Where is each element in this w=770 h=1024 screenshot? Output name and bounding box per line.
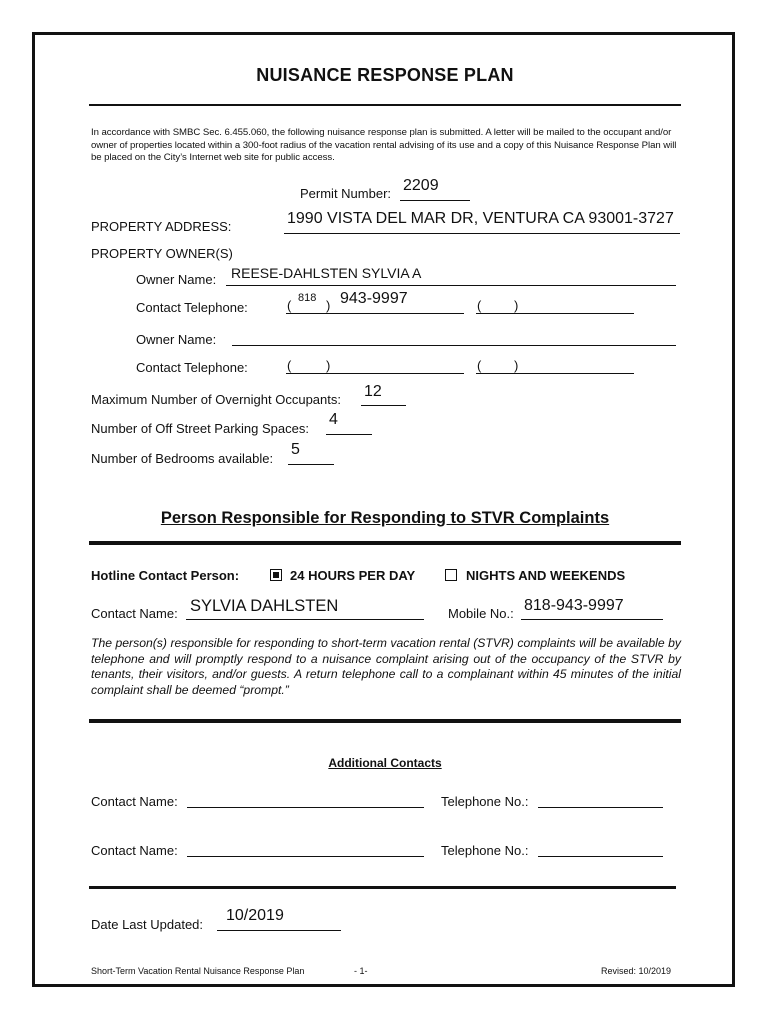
additional-telephone-2-label: Telephone No.: [441, 843, 529, 858]
intro-text: In accordance with SMBC Sec. 6.455.060, the following nuisance response plan is submitted. A letter will be mailed to the occupant and/or owner of properties located within a 300-foot radius of the vacation rental advising of its use and a copy of this Nuisance Response Plan will be placed on the City’s Internet web site for public access. [91, 127, 677, 163]
date-updated-value: 10/2019 [226, 907, 284, 924]
date-updated-field[interactable] [217, 930, 341, 931]
contact-telephone-label: Contact Telephone: [136, 300, 248, 315]
additional-divider [89, 886, 676, 889]
responsible-contact-name-label: Contact Name: [91, 606, 178, 621]
section-divider [89, 541, 681, 545]
additional-contacts-title [0, 756, 770, 770]
responsibility-paragraph: The person(s) responsible for responding to short-term vacation rental (STVR) complaints will be available by telephone and will promptly respond to a nuisance complaint arising out of the occupancy of the STVR by tenants, their visitors, and/or guests. A return telephone call to a complainant within 45 minutes of the initial complaint shall be deemed “prompt.” [91, 636, 681, 697]
owner-name-field[interactable] [226, 285, 676, 286]
paragraph-divider [89, 719, 681, 723]
permit-number-label: Permit Number: [300, 186, 392, 201]
max-occupants-value: 12 [364, 383, 382, 400]
additional-contact-name-2-field[interactable] [187, 856, 424, 857]
checkbox-nights-weekends[interactable] [445, 569, 457, 581]
mobile-number-label: Mobile No.: [448, 606, 514, 621]
property-address-label: PROPERTY ADDRESS: [91, 219, 232, 234]
contact-telephone-2-label: Contact Telephone: [136, 360, 248, 375]
alt-telephone-field[interactable] [476, 313, 634, 314]
alt-area-2-close-paren: ) [514, 358, 519, 373]
owner-name-2-field[interactable] [232, 345, 676, 346]
permit-number-value: 2209 [403, 177, 439, 194]
bedrooms-label: Number of Bedrooms available: [91, 451, 274, 466]
responsible-section-title [0, 509, 770, 528]
area-code-2-close-paren: ) [326, 358, 331, 373]
alt-area-open-paren: ( [477, 298, 482, 313]
area-code-open-paren: ( [287, 298, 292, 313]
mobile-number-value: 818-943-9997 [524, 597, 624, 614]
contact-telephone-2-field[interactable] [286, 373, 464, 374]
option-24-hours-label: 24 HOURS PER DAY [290, 568, 416, 583]
additional-telephone-1-field[interactable] [538, 807, 663, 808]
option-nights-weekends-label: NIGHTS AND WEEKENDS [466, 568, 626, 583]
parking-spaces-field[interactable] [326, 434, 372, 435]
additional-contact-name-2-label: Contact Name: [91, 843, 178, 858]
max-occupants-field[interactable] [361, 405, 406, 406]
owner-name-value: REESE-DAHLSTEN SYLVIA A [231, 265, 422, 281]
additional-telephone-1-label: Telephone No.: [441, 794, 529, 809]
owner-name-label: Owner Name: [136, 272, 217, 287]
property-owners-label: PROPERTY OWNER(S) [91, 246, 233, 261]
alt-area-close-paren: ) [514, 298, 519, 313]
responsible-section-title-text: Person Responsible for Responding to STVR Complaints [160, 509, 610, 527]
bedrooms-field[interactable] [288, 464, 334, 465]
parking-spaces-label: Number of Off Street Parking Spaces: [91, 421, 309, 436]
owner-name-2-label: Owner Name: [136, 332, 217, 347]
additional-contacts-title-text: Additional Contacts [328, 756, 442, 770]
property-address-field[interactable] [284, 233, 680, 234]
responsible-contact-name-value: SYLVIA DAHLSTEN [190, 597, 339, 615]
mobile-number-field[interactable] [521, 619, 663, 620]
permit-number-field[interactable] [400, 200, 470, 201]
checkbox-24-hours[interactable] [270, 569, 282, 581]
additional-telephone-2-field[interactable] [538, 856, 663, 857]
hotline-label: Hotline Contact Person: [91, 568, 240, 583]
parking-spaces-value: 4 [329, 411, 338, 428]
bedrooms-value: 5 [291, 441, 300, 458]
responsible-contact-name-field[interactable] [186, 619, 424, 620]
date-updated-label: Date Last Updated: [91, 917, 204, 932]
contact-telephone-field[interactable] [286, 313, 464, 314]
max-occupants-label: Maximum Number of Overnight Occupants: [91, 392, 341, 407]
alt-area-2-open-paren: ( [477, 358, 482, 373]
contact-telephone-value: 943-9997 [340, 290, 408, 307]
document-title: NUISANCE RESPONSE PLAN [256, 65, 514, 85]
area-code-2-open-paren: ( [287, 358, 292, 373]
area-code-close-paren: ) [326, 298, 331, 313]
title-divider [89, 104, 681, 106]
area-code-value: 818 [298, 292, 317, 304]
footer-page-number: - 1- [354, 966, 368, 976]
footer-revised-date: Revised: 10/2019 [601, 966, 672, 976]
additional-contact-name-1-field[interactable] [187, 807, 424, 808]
alt-telephone-2-field[interactable] [476, 373, 634, 374]
footer-document-name: Short-Term Vacation Rental Nuisance Response Plan [91, 966, 305, 976]
property-address-value: 1990 VISTA DEL MAR DR, VENTURA CA 93001-3727 [287, 210, 674, 227]
additional-contact-name-1-label: Contact Name: [91, 794, 178, 809]
